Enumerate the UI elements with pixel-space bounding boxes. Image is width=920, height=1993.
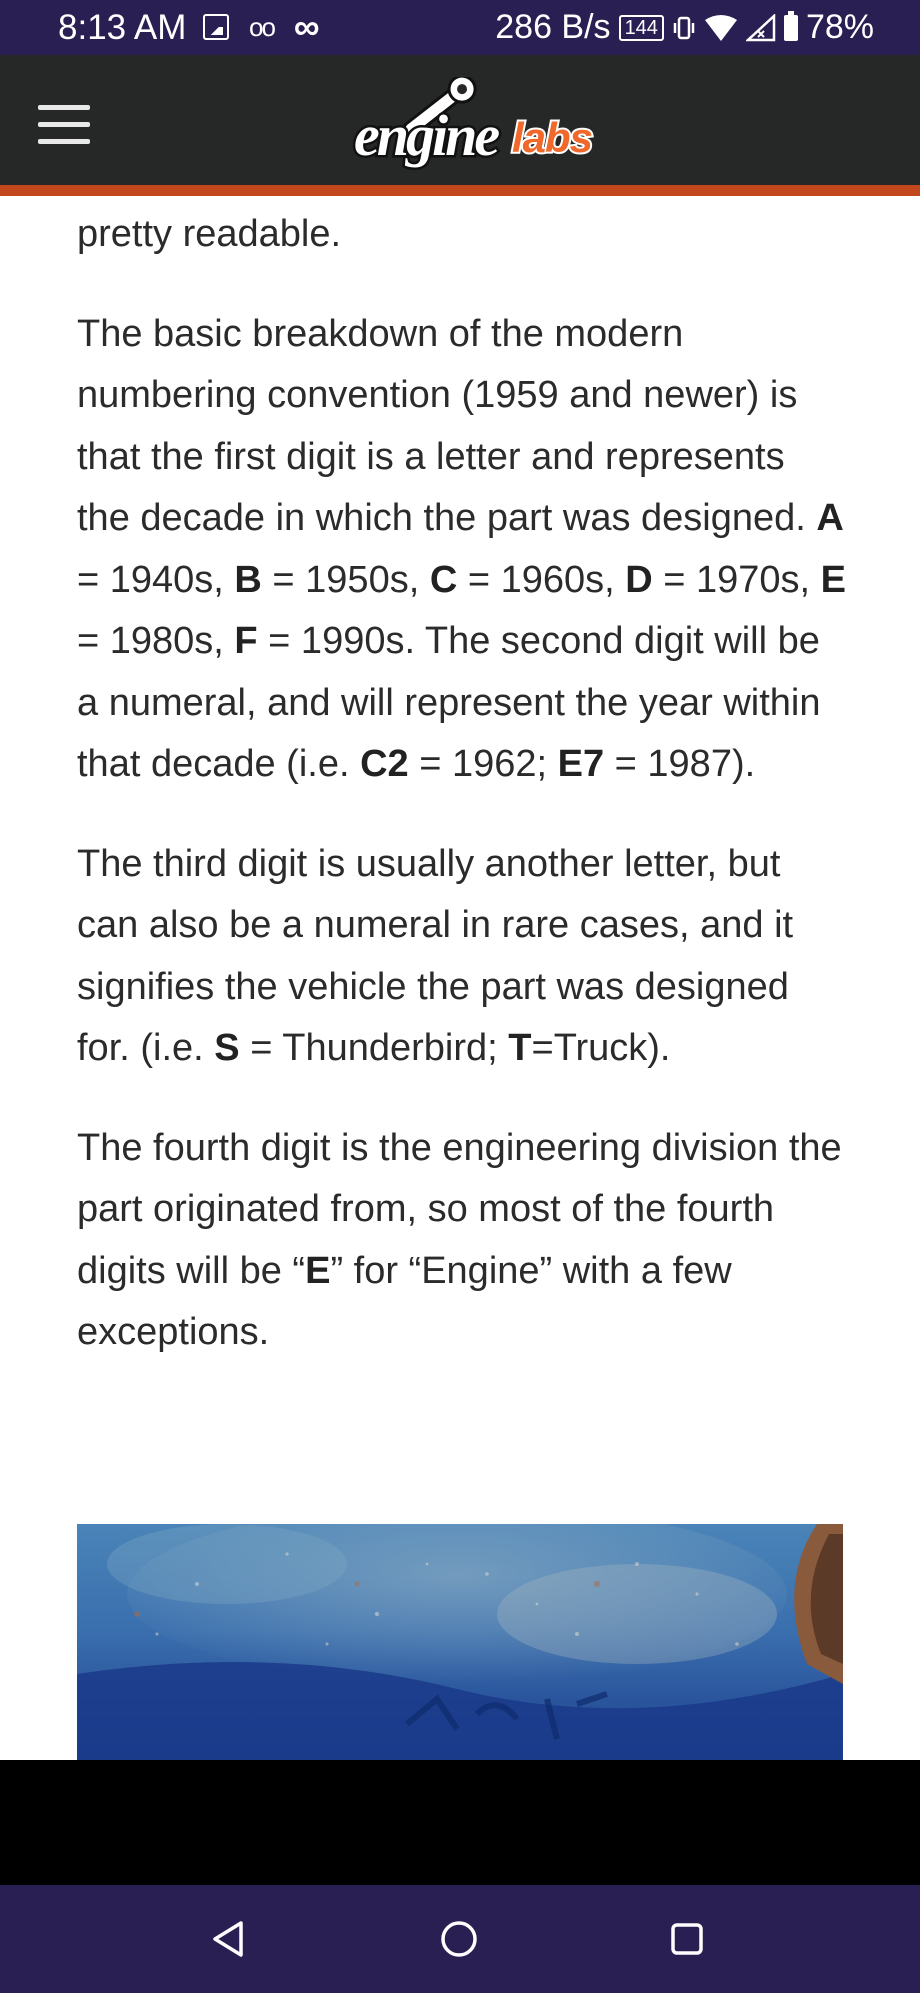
svg-text:labs: labs <box>512 114 593 161</box>
status-notification-icons <box>203 6 320 47</box>
recents-icon[interactable] <box>655 1907 719 1971</box>
voicemail-icon: oo <box>249 11 274 42</box>
article-paragraph: The basic breakdown of the modern numbering convention (1959 and newer) is that the first digit is a letter and represents the decade in which the part was designed. A = 1940s, B = 1950s, C = 1960s, D = 1970s, E = 1980s, F = 1990s. The second digit will be a numeral, and will represent the year within that decade (i.e. C2 = 1962; E7 = 1987). <box>77 312 847 785</box>
status-system-icons <box>495 8 874 47</box>
article-paragraph: The fourth digit is the engineering division the part originated from, so most of the fourth digits will be “E” for “Engine” with a few exceptions. <box>77 1126 842 1353</box>
menu-icon[interactable] <box>38 105 90 145</box>
status-time: 8:13 AM <box>58 8 187 47</box>
site-header <box>0 55 920 185</box>
engine-labs-logo[interactable] <box>348 77 628 177</box>
vibrate-icon <box>672 11 696 45</box>
infinity-icon: ∞ <box>293 6 320 47</box>
home-icon[interactable] <box>427 1907 491 1971</box>
article-paragraph: The third digit is usually another letter, but can also be a numeral in rare cases, and it signifies the vehicle the part was designed for. (i.e. S = Thunderbird; T=Truck). <box>77 842 794 1069</box>
wifi-icon <box>704 11 738 45</box>
article-photo[interactable] <box>77 1524 843 1760</box>
article-body <box>77 198 847 1402</box>
system-nav-bar <box>0 1885 920 1993</box>
status-bar <box>0 0 920 55</box>
network-speed: 286 B/s <box>495 8 611 46</box>
cell-signal-icon <box>746 11 776 45</box>
gallery-icon <box>203 10 229 44</box>
article-paragraph: pretty readable. <box>77 213 342 255</box>
refresh-rate-badge: 144 <box>619 15 664 41</box>
battery-percent: 78% <box>805 8 874 46</box>
battery-icon <box>784 15 798 41</box>
header-accent-bar <box>0 185 920 196</box>
black-overlay-band <box>0 1760 920 1885</box>
svg-text:engine: engine <box>354 103 498 168</box>
back-icon[interactable] <box>196 1907 260 1971</box>
